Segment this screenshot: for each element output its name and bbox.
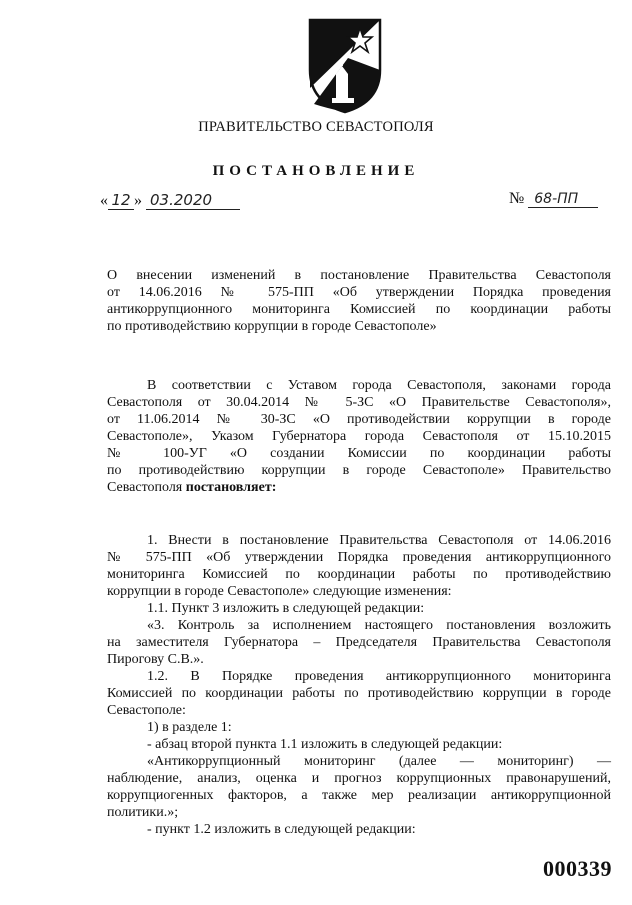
body-line: - пункт 1.2 изложить в следующей редакции: — [147, 822, 416, 837]
preamble-line: от 11.06.2014 № 30-ЗС «О противодействии коррупции в городе — [107, 412, 611, 427]
preamble-line: В соответствии с Уставом города Севастополя, законами города — [147, 378, 611, 393]
date-close-quote: » — [134, 192, 142, 209]
resolution-body — [107, 532, 611, 838]
body-line: политики.»; — [107, 805, 179, 820]
title-line: от 14.06.2016 № 575-ПП «Об утверждении Порядка проведения — [107, 285, 611, 300]
title-line: О внесении изменений в постановление Правительства Севастополя — [107, 268, 611, 283]
body-line: - абзац второй пункта 1.1 изложить в следующей редакции: — [147, 737, 503, 752]
preamble-line: Севастополя от 30.04.2014 № 5-ЗС «О Правительстве Севастополя», — [107, 395, 611, 410]
document-title — [107, 267, 611, 335]
resolves-keyword: постановляет: — [185, 480, 277, 495]
preamble-last-plain: Севастополя — [107, 480, 186, 495]
body-line: коррупциогенных факторов, а также мер реализации антикоррупционной — [107, 788, 611, 803]
body-line: Севастополе: — [107, 703, 186, 718]
document-type-heading: ПОСТАНОВЛЕНИЕ — [212, 163, 420, 179]
body-line: № 575-ПП «Об утверждении Порядка проведения антикоррупционного — [107, 550, 611, 565]
date-day: 12 — [108, 191, 134, 210]
issuing-authority: ПРАВИТЕЛЬСТВО СЕВАСТОПОЛЯ — [198, 119, 434, 135]
body-line: 1.1. Пункт 3 изложить в следующей редакции: — [147, 601, 425, 616]
title-line: по противодействию коррупции в городе Севастополе» — [107, 319, 437, 334]
preamble-line: № 100-УГ «О создании Комиссии по координации работы — [107, 446, 611, 461]
body-line: 1.2. В Порядке проведения антикоррупционного мониторинга — [147, 669, 611, 684]
body-line: мониторинга Комиссией по координации работы по противодействию — [107, 567, 611, 582]
body-line: Комиссией по координации работы по противодействию коррупции в городе — [107, 686, 611, 701]
preamble-line: по противодействию коррупции в городе Севастополе» Правительство — [107, 463, 611, 478]
date-month-year: 03.2020 — [146, 191, 240, 210]
sevastopol-coat-of-arms-emblem — [308, 18, 382, 114]
form-serial-number: 000339 — [543, 856, 612, 881]
body-line: наблюдение, анализ, оценка и прогноз коррупционных правонарушений, — [107, 771, 611, 786]
body-line: на заместителя Губернатора – Председателя Правительства Севастополя — [107, 635, 611, 650]
body-line: «3. Контроль за исполнением настоящего постановления возложить — [147, 618, 611, 633]
number-sign: № — [509, 190, 525, 207]
body-line: 1. Внести в постановление Правительства Севастополя от 14.06.2016 — [147, 533, 611, 548]
preamble-line: Севастополе», Указом Губернатора города Севастополя от 15.10.2015 — [107, 429, 611, 444]
document-date — [100, 191, 240, 210]
body-line: Пирогову С.В.». — [107, 652, 204, 667]
document-number — [509, 190, 598, 208]
title-line: антикоррупционного мониторинга Комиссией по координации работы — [107, 302, 611, 317]
body-line: «Антикоррупционный мониторинг (далее — мониторинг) — — [147, 754, 611, 769]
document-number-value: 68-ПП — [528, 191, 598, 208]
body-line: коррупции в городе Севастополе» следующие изменения: — [107, 584, 452, 599]
body-line: 1) в разделе 1: — [147, 720, 232, 735]
date-open-quote: « — [100, 192, 108, 209]
preamble-last-line — [107, 479, 611, 496]
preamble — [107, 377, 611, 496]
